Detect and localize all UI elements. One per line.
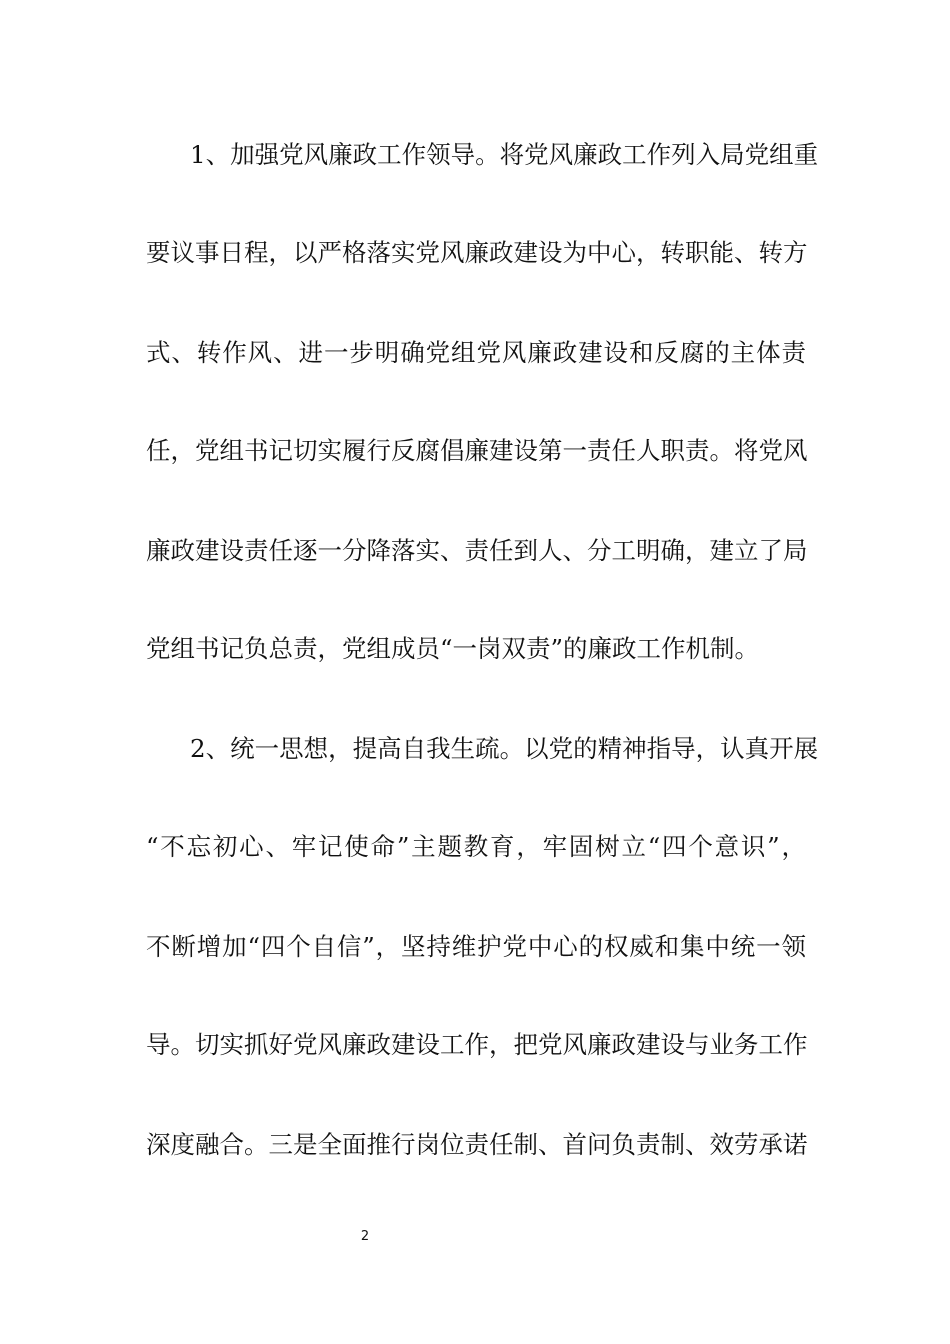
paragraph-1-line-4: 任，党组书记切实履行反腐倡廉建设第一责任人职责。将党风 bbox=[146, 436, 808, 465]
paragraph-1-line-2: 要议事日程，以严格落实党风廉政建设为中心，转职能、转方 bbox=[146, 238, 808, 267]
page-number: 2 bbox=[360, 1229, 370, 1244]
paragraph-2-line-3: 不断增加“四个自信”，坚持维护党中心的权威和集中统一领 bbox=[146, 932, 806, 961]
paragraph-2-line-5: 深度融合。三是全面推行岗位责任制、首问负责制、效劳承诺 bbox=[146, 1130, 808, 1159]
paragraph-2-line-2: “不忘初心、牢记使命”主题教育，牢固树立“四个意识”， bbox=[146, 832, 806, 861]
paragraph-1-line-5: 廉政建设责任逐一分降落实、责任到人、分工明确，建立了局 bbox=[146, 536, 808, 565]
paragraph-1-line-1: 1、加强党风廉政工作领导。将党风廉政工作列入局党组重 bbox=[190, 140, 819, 169]
paragraph-2-line-4: 导。切实抓好党风廉政建设工作，把党风廉政建设与业务工作 bbox=[146, 1030, 808, 1059]
paragraph-2-line-1: 2、统一思想，提高自我生疏。以党的精神指导，认真开展 bbox=[190, 734, 819, 763]
paragraph-1-line-3: 式、转作风、进一步明确党组党风廉政建设和反腐的主体责 bbox=[146, 338, 806, 367]
paragraph-1-line-6: 党组书记负总责，党组成员“一岗双责”的廉政工作机制。 bbox=[146, 634, 760, 663]
